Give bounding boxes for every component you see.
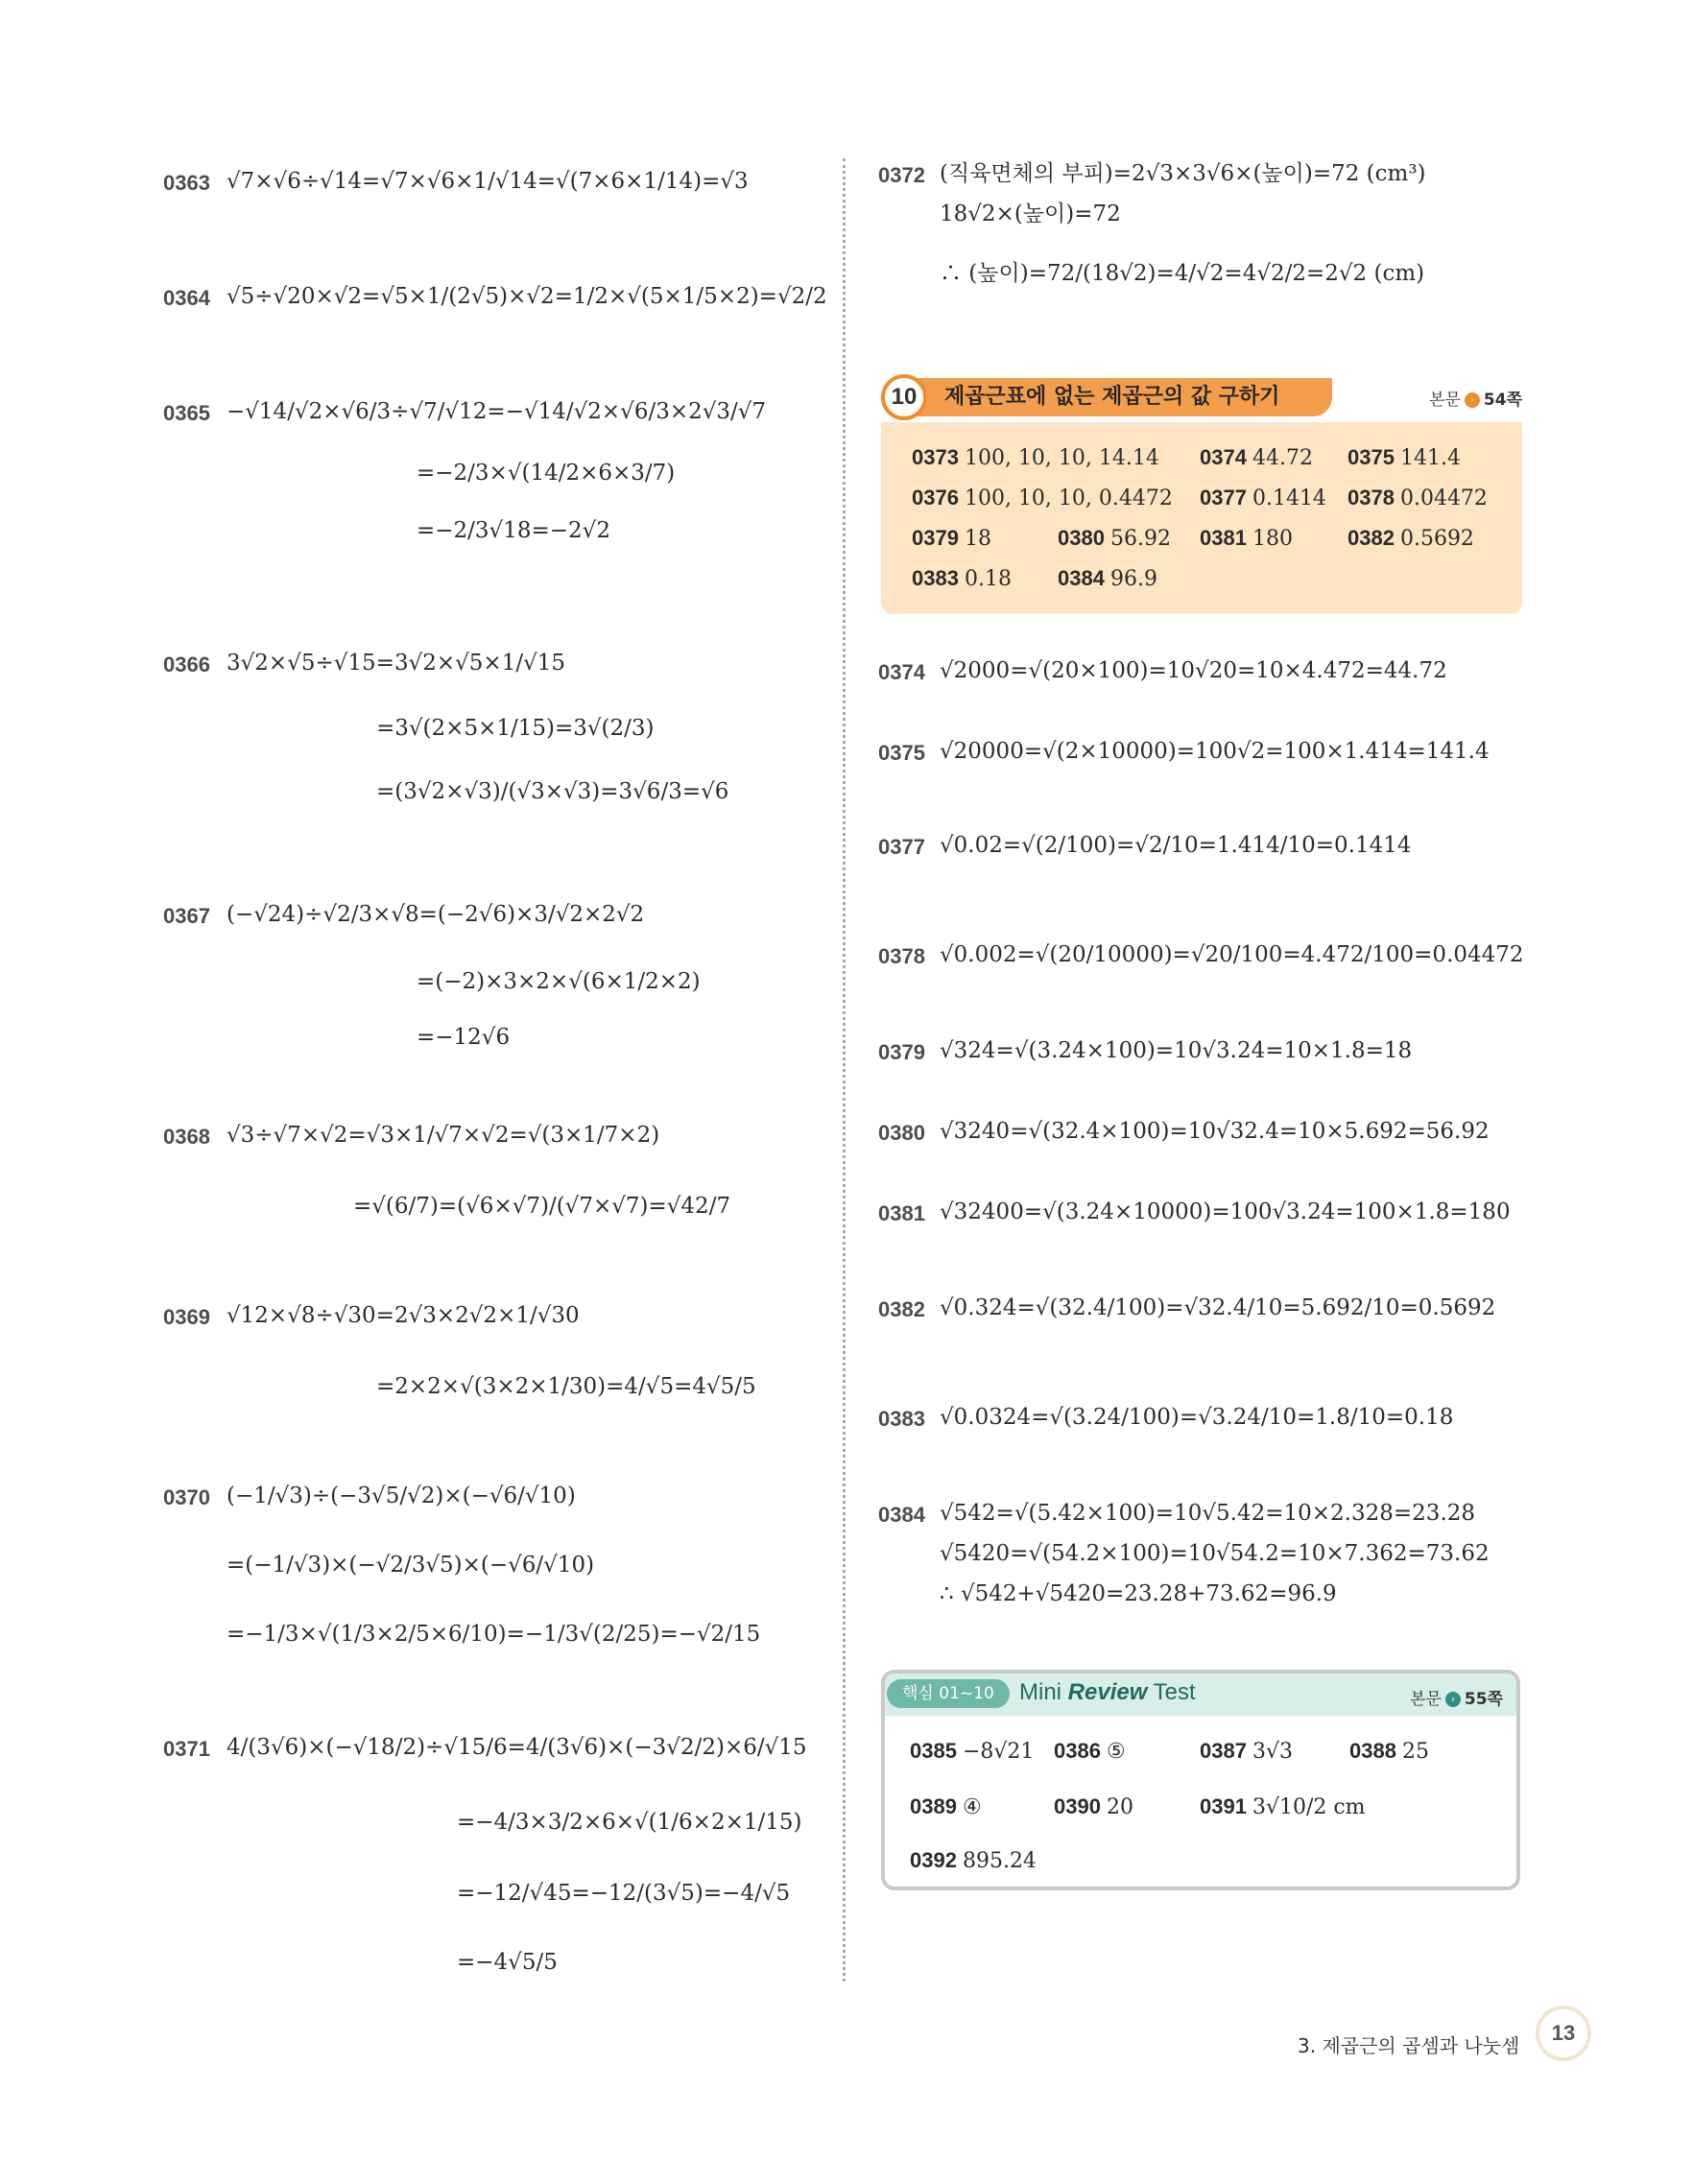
problem-number: 0384 — [878, 1503, 925, 1527]
problem-number: 0383 — [878, 1407, 925, 1431]
answer-item: 0386 ⑤ — [1054, 1739, 1126, 1764]
solution-line: =−12/√45=−12/(3√5)=−4/√5 — [457, 1881, 791, 1906]
problem-number: 0382 — [878, 1297, 925, 1321]
solution-line: √542=√(5.42×100)=10√5.42=10×2.328=23.28 — [940, 1501, 1475, 1526]
problem-number: 0367 — [163, 904, 210, 928]
solution-line: √0.324=√(32.4/100)=√32.4/10=5.692/10=0.5692 — [940, 1295, 1496, 1320]
answer-item: 0382 0.5692 — [1347, 526, 1474, 551]
core-range-tag: 핵심 01~10 — [887, 1679, 1010, 1708]
problem-number: 0368 — [163, 1125, 210, 1149]
solution-line: √20000=√(2×10000)=100√2=100×1.414=141.4 — [940, 739, 1490, 764]
solution-line: √2000=√(20×100)=10√20=10×4.472=44.72 — [940, 658, 1447, 683]
reference-label: 본문 — [1410, 1690, 1442, 1709]
answer-item: 0377 0.1414 — [1200, 486, 1326, 510]
answer-item: 0374 44.72 — [1200, 445, 1313, 470]
solution-line: −√14/√2×√6/3÷√7/√12=−√14/√2×√6/3×2√3/√7 — [227, 399, 767, 424]
problem-number: 0365 — [163, 401, 210, 425]
solution-line: 18√2×(높이)=72 — [940, 202, 1121, 226]
section-10-answer-box — [881, 422, 1522, 614]
answer-item: 0373 100, 10, 10, 14.14 — [912, 445, 1159, 470]
solution-line: =−12√6 — [417, 1025, 511, 1050]
solution-line: =−4/3×3/2×6×√(1/6×2×1/15) — [457, 1810, 802, 1835]
solution-line: =√(6/7)=(√6×√7)/(√7×√7)=√42/7 — [353, 1194, 731, 1219]
problem-number: 0377 — [878, 835, 925, 859]
solution-line: =−1/3×√(1/3×2/5×6/10)=−1/3√(2/25)=−√2/15 — [227, 1622, 761, 1647]
problem-number: 0378 — [878, 944, 925, 968]
problem-number: 0371 — [163, 1737, 210, 1761]
arrow-right-icon: › — [1465, 392, 1480, 408]
solution-line: =(−1/√3)×(−√2/3√5)×(−√6/√10) — [227, 1553, 595, 1578]
solution-line: √0.02=√(2/100)=√2/10=1.414/10=0.1414 — [940, 833, 1412, 858]
solution-line: =(3√2×√3)/(√3×√3)=3√6/3=√6 — [376, 779, 729, 804]
answer-item: 0392 895.24 — [910, 1848, 1037, 1873]
answer-item: 0391 3√10/2 cm — [1200, 1794, 1366, 1819]
answer-item: 0390 20 — [1054, 1794, 1133, 1819]
solution-line: √5420=√(54.2×100)=10√54.2=10×7.362=73.62 — [940, 1541, 1490, 1566]
solution-line: 3√2×√5÷√15=3√2×√5×1/√15 — [227, 651, 566, 676]
answer-item: 0389 ④ — [910, 1794, 982, 1819]
solution-line: √5÷√20×√2=√5×1/(2√5)×√2=1/2×√(5×1/5×2)=√2/2 — [227, 284, 827, 309]
solution-line: √32400=√(3.24×10000)=100√3.24=100×1.8=180 — [940, 1199, 1511, 1224]
section-10-title: 제곱근표에 없는 제곱근의 값 구하기 — [910, 378, 1332, 416]
solution-line: √7×√6÷√14=√7×√6×1/√14=√(7×6×1/14)=√3 — [227, 169, 749, 194]
section-number-badge: 10 — [881, 374, 927, 420]
textbook-reference — [1429, 386, 1522, 410]
solution-line: √3÷√7×√2=√3×1/√7×√2=√(3×1/7×2) — [227, 1123, 660, 1148]
page-number: 13 — [1536, 2006, 1591, 2061]
problem-number: 0366 — [163, 653, 210, 677]
solution-line: =−2/3×√(14/2×6×3/7) — [417, 461, 676, 486]
solution-line: (−1/√3)÷(−3√5/√2)×(−√6/√10) — [227, 1484, 576, 1508]
solution-line: =−4√5/5 — [457, 1950, 558, 1975]
problem-number: 0369 — [163, 1305, 210, 1329]
problem-number: 0381 — [878, 1201, 925, 1225]
answer-item: 0385 −8√21 — [910, 1739, 1035, 1764]
solution-line: √3240=√(32.4×100)=10√32.4=10×5.692=56.92 — [940, 1119, 1490, 1144]
solution-line: 4/(3√6)×(−√18/2)÷√15/6=4/(3√6)×(−3√2/2)×6/√15 — [227, 1735, 807, 1760]
reference-page: 54쪽 — [1483, 391, 1522, 410]
answer-item: 0378 0.04472 — [1347, 486, 1488, 510]
answer-item: 0387 3√3 — [1200, 1739, 1293, 1764]
answer-item: 0376 100, 10, 10, 0.4472 — [912, 486, 1173, 510]
solution-line: √324=√(3.24×100)=10√3.24=10×1.8=18 — [940, 1038, 1413, 1063]
problem-number: 0379 — [878, 1040, 925, 1064]
solution-line: ∴ √542+√5420=23.28+73.62=96.9 — [940, 1581, 1337, 1606]
answer-item: 0379 18 — [912, 526, 991, 551]
solution-line: √12×√8÷√30=2√3×2√2×1/√30 — [227, 1303, 580, 1328]
mini-review-title: Mini Review Test — [1019, 1679, 1196, 1705]
textbook-reference — [1410, 1685, 1503, 1709]
reference-label: 본문 — [1429, 391, 1461, 410]
solution-line: √0.0324=√(3.24/100)=√3.24/10=1.8/10=0.18 — [940, 1405, 1454, 1430]
answer-item: 0388 25 — [1349, 1739, 1429, 1764]
mini-review-test-box — [881, 1670, 1520, 1890]
solution-line: √0.002=√(20/10000)=√20/100=4.472/100=0.04472 — [940, 942, 1524, 967]
solution-line: =2×2×√(3×2×1/30)=4/√5=4√5/5 — [376, 1374, 756, 1399]
section-10-header — [881, 374, 1522, 422]
answer-item: 0383 0.18 — [912, 566, 1012, 591]
solution-line: =−2/3√18=−2√2 — [417, 518, 610, 543]
solution-line: ∴ (높이)=72/(18√2)=4/√2=4√2/2=2√2 (cm) — [940, 261, 1425, 286]
solution-line: =(−2)×3×2×√(6×1/2×2) — [417, 969, 701, 994]
problem-number: 0375 — [878, 741, 925, 765]
answer-item: 0384 96.9 — [1058, 566, 1157, 591]
problem-number: 0364 — [163, 286, 210, 310]
mini-review-header — [885, 1674, 1516, 1716]
problem-number: 0372 — [878, 163, 925, 187]
answer-item: 0380 56.92 — [1058, 526, 1171, 551]
reference-page: 55쪽 — [1464, 1690, 1503, 1709]
chapter-footer: 3. 제곱근의 곱셈과 나눗셈 — [1298, 2034, 1520, 2057]
answer-item: 0375 141.4 — [1347, 445, 1461, 470]
problem-number: 0380 — [878, 1121, 925, 1145]
problem-number: 0363 — [163, 171, 210, 195]
problem-number: 0370 — [163, 1485, 210, 1509]
arrow-right-icon: › — [1445, 1692, 1461, 1707]
solution-line: (−√24)÷√2/3×√8=(−2√6)×3/√2×2√2 — [227, 902, 645, 927]
solution-line: (직육면체의 부피)=2√3×3√6×(높이)=72 (cm³) — [940, 161, 1426, 186]
problem-number: 0374 — [878, 660, 925, 684]
column-divider — [843, 158, 846, 1982]
solution-line: =3√(2×5×1/15)=3√(2/3) — [376, 716, 655, 741]
answer-item: 0381 180 — [1200, 526, 1293, 551]
